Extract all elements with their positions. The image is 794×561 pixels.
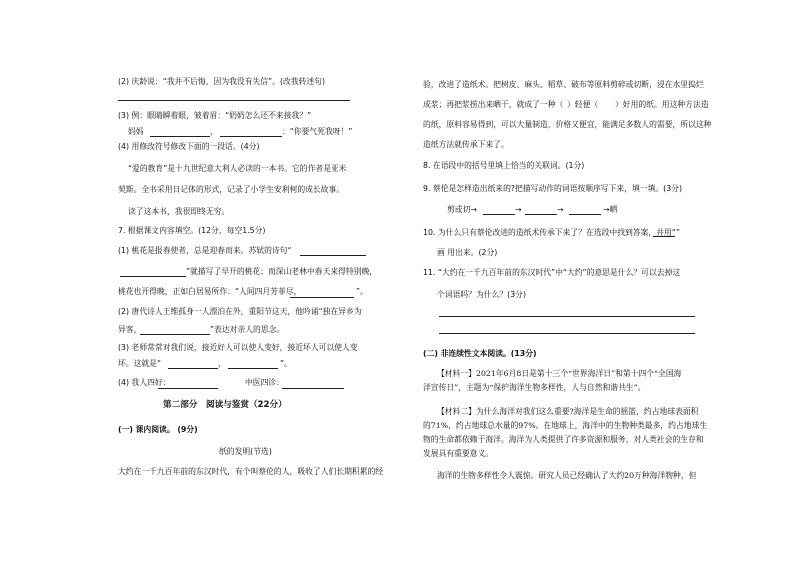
- answer-line[interactable]: [439, 316, 695, 317]
- question-9-prompt: 9. 蔡伦是怎样造出纸来的?把描写动作的词语按顺序写下来，填一填。(3分): [423, 184, 683, 193]
- answer-line[interactable]: [140, 334, 210, 335]
- q3-comma: ，: [210, 127, 218, 136]
- material-text: 【材料一】2021年6月8日是第十三个“世界海洋日”和第十四个“全国海: [437, 369, 682, 378]
- answer-line[interactable]: [439, 333, 695, 334]
- material-text: 的71%，约占地球总水量的97%。在地球上，海洋中的生物种类最多，约占地球生: [423, 421, 708, 430]
- answer-line[interactable]: [569, 214, 601, 215]
- paragraph-line: 契斯。全书采用日记体的形式，记录了小学生安利柯的成长故事。: [118, 185, 345, 194]
- paragraph-line: 读了这本书，我很即终无穷。: [128, 207, 230, 216]
- answer-line[interactable]: [168, 368, 218, 369]
- question-11-prompt: 个词语吗？为什么？(3分): [437, 290, 527, 299]
- answer-line[interactable]: [158, 388, 218, 389]
- answer-line[interactable]: [150, 136, 210, 137]
- answer-line[interactable]: [525, 214, 557, 215]
- q7-3-text: ，: [218, 359, 226, 368]
- article-text: ）轻便（: [567, 100, 599, 109]
- article-text: 的纸，原料容易得到，可以大量制造，价格又便宜，能满足多数人的需要，所以这种: [423, 120, 712, 129]
- question-10-prompt: 画 用出来。(2分): [437, 248, 498, 257]
- q7-2-text: 异客，: [118, 325, 142, 334]
- answer-line[interactable]: [120, 276, 186, 277]
- q7-1-text: ”就描写了早开的桃花；而深山老林中春天来得特别晚，: [186, 267, 378, 276]
- article-text: 大约在一千九百年前的东汉时代，有个叫蔡伦的人，吸收了人们长期积累的经: [118, 467, 384, 476]
- article-text: 成浆；再把浆捞出来晒干，就成了一种（: [423, 100, 564, 109]
- question-2-prompt: (2) 庆龄说：“我并不后悔，因为我没有失信”。(改我转述句): [118, 77, 326, 86]
- q7-3-text: ”。: [280, 359, 292, 368]
- question-3-prompt: (3) 例：眼睛瞬着眼，皱着眉：“奶奶怎么还不来接我？”: [118, 111, 312, 120]
- material-text: 海洋的生物多样性令人震惊。研究人员已经确认了大约20万种海洋物种，但: [437, 471, 697, 480]
- answer-line[interactable]: [290, 297, 354, 298]
- q7-1-text: 桃花也开得晚，正如白居易所作：“人间四月芳菲尽，: [118, 287, 302, 296]
- arrow: →: [515, 205, 522, 214]
- q3-quote-end: ：“你要气死我呀！”: [282, 127, 353, 136]
- q3-mama-label: 妈妈: [128, 127, 144, 136]
- material-text: 发展具有重要意义。: [423, 449, 494, 458]
- question-4-prompt: (4) 用修改符号修改下面的一段话。(4分): [118, 142, 260, 151]
- q9-sequence-end: →晒: [603, 205, 618, 214]
- article-title: 纸的发明(节选): [219, 447, 272, 456]
- answer-line[interactable]: [220, 136, 282, 137]
- material-text: 【材料二】为什么海洋对我们这么重要?海洋是生命的摇篮，约占地球表面积: [437, 407, 699, 416]
- section-2-heading: (二) 非连续性文本阅读。(13分): [423, 349, 537, 358]
- article-text: ）好用的纸。用这种方法造: [615, 100, 709, 109]
- answer-line[interactable]: [653, 236, 675, 237]
- answer-line[interactable]: [282, 388, 344, 389]
- paragraph-line: “爱的教育”是十九世纪意大利人必读的一本书。它的作者是亚米: [128, 164, 347, 173]
- q9-sequence-start: 剪或切→: [447, 205, 477, 214]
- q7-1-text: (1) 桃花是报春使者，总是迎春而来。苏轼的诗句“: [118, 246, 292, 255]
- material-text: 洋宣传日”，主题为“保护海洋生物多样性，人与自然和谐共生”。: [423, 383, 646, 392]
- arrow: →: [557, 205, 564, 214]
- article-text: 验，改进了造纸术。把树皮、麻头、稻草、破布等原料剪碎或切断，浸在水里捣烂: [423, 80, 704, 89]
- q7-2-text: ”表达对亲人的思念。: [210, 325, 285, 334]
- question-10-prompt: 10. 为什么只有蔡伦改进的造纸术传承下来了？在选段中找到答案，并用“: [423, 228, 676, 237]
- answer-line[interactable]: [228, 368, 278, 369]
- material-text: 物的生命都依赖于海洋。海洋为人类提供了许多资源和服务，对人类社会的生存和: [423, 435, 704, 444]
- question-8-prompt: 8. 在语段中的括号里填上恰当的关联词。(1分): [423, 161, 585, 170]
- question-11-prompt: 11. “大约在一千九百年前的东汉时代”中“大约”的意思是什么？可以去掉这: [423, 268, 681, 277]
- answer-line[interactable]: [118, 100, 350, 101]
- article-text: 造纸方法就传承下来了。: [423, 140, 509, 149]
- q7-4-text: (4) 我人四好：: [118, 378, 171, 387]
- answer-line[interactable]: [483, 214, 515, 215]
- answer-line[interactable]: [300, 255, 366, 256]
- q7-3-text: 坏。这就是“: [118, 359, 162, 368]
- q7-4-text: 中医四诊：: [245, 378, 284, 387]
- question-7-prompt: 7. 根据课文内容填空。(12分，每空1.5分): [118, 226, 266, 235]
- section-1-heading: (一) 课内阅读。 (9分): [118, 425, 198, 434]
- question-10-prompt: ”: [676, 228, 681, 237]
- q7-1-text: ”。: [356, 287, 368, 296]
- part2-heading: 第二部分 阅读与鉴赏（22分）: [163, 400, 287, 410]
- q7-3-text: (3) 老师常常对我们说，接近好人可以使人变好，接近坏人可以使人变: [118, 343, 358, 352]
- q7-2-text: (2) 唐代诗人王维孤身一人漂泊在外，重阳节这天，他吟诵“独在异乡为: [118, 307, 362, 316]
